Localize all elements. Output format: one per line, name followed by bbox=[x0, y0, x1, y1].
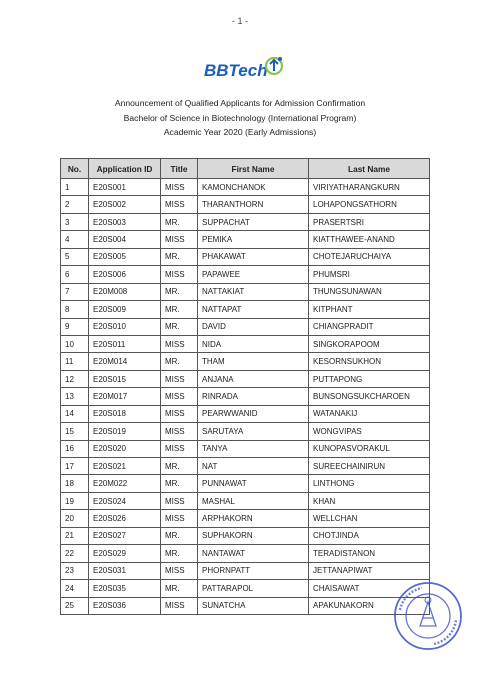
cell-first-name: SUPPACHAT bbox=[198, 213, 309, 230]
page-number: - 1 - bbox=[231, 16, 248, 26]
cell-no: 15 bbox=[61, 423, 89, 440]
cell-title: MR. bbox=[161, 248, 198, 265]
cell-title: MISS bbox=[161, 266, 198, 283]
cell-last-name: PHUMSRI bbox=[309, 266, 430, 283]
cell-no: 23 bbox=[61, 562, 89, 579]
table-row bbox=[61, 266, 430, 283]
cell-no: 2 bbox=[61, 196, 89, 213]
cell-title: MISS bbox=[161, 440, 198, 457]
cell-application-id: E20S036 bbox=[89, 597, 161, 614]
table-row bbox=[61, 318, 430, 335]
cell-first-name: RINRADA bbox=[198, 388, 309, 405]
cell-first-name: PEMIKA bbox=[198, 231, 309, 248]
cell-title: MR. bbox=[161, 475, 198, 492]
cell-application-id: E20M017 bbox=[89, 388, 161, 405]
table-row bbox=[61, 405, 430, 422]
table-body bbox=[61, 179, 430, 615]
cell-last-name: BUNSONGSUKCHAROEN bbox=[309, 388, 430, 405]
cell-last-name: TERADISTANON bbox=[309, 545, 430, 562]
cell-first-name: MASHAL bbox=[198, 492, 309, 509]
cell-first-name: PHAKAWAT bbox=[198, 248, 309, 265]
cell-first-name: THARANTHORN bbox=[198, 196, 309, 213]
table-row bbox=[61, 388, 430, 405]
cell-application-id: E20S009 bbox=[89, 301, 161, 318]
header-application-id: Application ID bbox=[89, 159, 161, 179]
cell-no: 6 bbox=[61, 266, 89, 283]
table-row bbox=[61, 492, 430, 509]
announcement-heading bbox=[0, 96, 480, 140]
cell-application-id: E20S027 bbox=[89, 527, 161, 544]
cell-application-id: E20S021 bbox=[89, 458, 161, 475]
cell-no: 18 bbox=[61, 475, 89, 492]
cell-no: 11 bbox=[61, 353, 89, 370]
cell-first-name: PATTARAPOL bbox=[198, 580, 309, 597]
cell-no: 16 bbox=[61, 440, 89, 457]
cell-title: MISS bbox=[161, 562, 198, 579]
applicants-table bbox=[60, 158, 430, 615]
table-row bbox=[61, 510, 430, 527]
cell-no: 17 bbox=[61, 458, 89, 475]
cell-title: MISS bbox=[161, 370, 198, 387]
cell-application-id: E20S001 bbox=[89, 179, 161, 196]
cell-first-name: NATTAPAT bbox=[198, 301, 309, 318]
cell-title: MISS bbox=[161, 510, 198, 527]
cell-first-name: NIDA bbox=[198, 335, 309, 352]
cell-title: MISS bbox=[161, 492, 198, 509]
table-row bbox=[61, 248, 430, 265]
cell-no: 4 bbox=[61, 231, 89, 248]
table-header-row bbox=[61, 159, 430, 179]
table-row bbox=[61, 562, 430, 579]
cell-title: MISS bbox=[161, 597, 198, 614]
cell-title: MR. bbox=[161, 213, 198, 230]
cell-no: 1 bbox=[61, 179, 89, 196]
cell-application-id: E20S026 bbox=[89, 510, 161, 527]
bbtech-logo bbox=[202, 54, 292, 84]
cell-last-name: KESORNSUKHON bbox=[309, 353, 430, 370]
cell-first-name: PUNNAWAT bbox=[198, 475, 309, 492]
cell-application-id: E20S006 bbox=[89, 266, 161, 283]
cell-application-id: E20S002 bbox=[89, 196, 161, 213]
cell-no: 5 bbox=[61, 248, 89, 265]
cell-first-name: KAMONCHANOK bbox=[198, 179, 309, 196]
table-row bbox=[61, 440, 430, 457]
cell-no: 25 bbox=[61, 597, 89, 614]
heading-line-1: Announcement of Qualified Applicants for Admission Confirmation bbox=[114, 98, 366, 108]
cell-application-id: E20S010 bbox=[89, 318, 161, 335]
cell-last-name: KUNOPASVORAKUL bbox=[309, 440, 430, 457]
cell-application-id: E20S029 bbox=[89, 545, 161, 562]
cell-no: 3 bbox=[61, 213, 89, 230]
cell-no: 7 bbox=[61, 283, 89, 300]
cell-title: MR. bbox=[161, 545, 198, 562]
cell-application-id: E20M008 bbox=[89, 283, 161, 300]
cell-first-name: DAVID bbox=[198, 318, 309, 335]
cell-title: MISS bbox=[161, 179, 198, 196]
cell-last-name: CHOTJINDA bbox=[309, 527, 430, 544]
table-row bbox=[61, 458, 430, 475]
cell-last-name: PUTTAPONG bbox=[309, 370, 430, 387]
cell-first-name: SUPHAKORN bbox=[198, 527, 309, 544]
cell-first-name: PAPAWEE bbox=[198, 266, 309, 283]
cell-last-name: PRASERTSRI bbox=[309, 213, 430, 230]
cell-last-name: KIATTHAWEE-ANAND bbox=[309, 231, 430, 248]
cell-last-name: CHIANGPRADIT bbox=[309, 318, 430, 335]
cell-title: MR. bbox=[161, 580, 198, 597]
cell-title: MR. bbox=[161, 318, 198, 335]
header-title: Title bbox=[161, 159, 198, 179]
header-last-name: Last Name bbox=[309, 159, 430, 179]
cell-last-name: CHOTEJARUCHAIYA bbox=[309, 248, 430, 265]
cell-no: 9 bbox=[61, 318, 89, 335]
cell-application-id: E20S005 bbox=[89, 248, 161, 265]
cell-application-id: E20S003 bbox=[89, 213, 161, 230]
table-row bbox=[61, 475, 430, 492]
cell-first-name: SARUTAYA bbox=[198, 423, 309, 440]
cell-title: MISS bbox=[161, 335, 198, 352]
table-row bbox=[61, 196, 430, 213]
table-row bbox=[61, 179, 430, 196]
cell-first-name: PEARWWANID bbox=[198, 405, 309, 422]
cell-last-name: SINGKORAPOOM bbox=[309, 335, 430, 352]
cell-last-name: WATANAKIJ bbox=[309, 405, 430, 422]
table-row bbox=[61, 580, 430, 597]
cell-last-name: SUREECHAINIRUN bbox=[309, 458, 430, 475]
heading-line-3: Academic Year 2020 (Early Admissions) bbox=[163, 127, 317, 137]
cell-no: 22 bbox=[61, 545, 89, 562]
logo-text: BBTech bbox=[204, 61, 268, 80]
cell-last-name: THUNGSUNAWAN bbox=[309, 283, 430, 300]
cell-title: MISS bbox=[161, 231, 198, 248]
table-row bbox=[61, 597, 430, 614]
cell-application-id: E20S018 bbox=[89, 405, 161, 422]
cell-no: 12 bbox=[61, 370, 89, 387]
cell-last-name: LOHAPONGSATHORN bbox=[309, 196, 430, 213]
cell-title: MR. bbox=[161, 353, 198, 370]
table-row bbox=[61, 527, 430, 544]
cell-last-name: WELLCHAN bbox=[309, 510, 430, 527]
table-row bbox=[61, 231, 430, 248]
cell-application-id: E20S024 bbox=[89, 492, 161, 509]
cell-last-name: JETTANAPIWAT bbox=[309, 562, 430, 579]
cell-last-name: CHAISAWAT bbox=[309, 580, 430, 597]
table-row bbox=[61, 545, 430, 562]
cell-application-id: E20S004 bbox=[89, 231, 161, 248]
cell-first-name: ANJANA bbox=[198, 370, 309, 387]
cell-last-name: VIRIYATHARANGKURN bbox=[309, 179, 430, 196]
cell-title: MISS bbox=[161, 388, 198, 405]
cell-no: 13 bbox=[61, 388, 89, 405]
cell-title: MISS bbox=[161, 423, 198, 440]
header-first-name: First Name bbox=[198, 159, 309, 179]
table-row bbox=[61, 423, 430, 440]
cell-no: 14 bbox=[61, 405, 89, 422]
cell-first-name: NAT bbox=[198, 458, 309, 475]
cell-title: MISS bbox=[161, 405, 198, 422]
cell-title: MR. bbox=[161, 283, 198, 300]
cell-first-name: NATTAKIAT bbox=[198, 283, 309, 300]
cell-title: MISS bbox=[161, 196, 198, 213]
cell-title: MR. bbox=[161, 458, 198, 475]
table-row bbox=[61, 213, 430, 230]
cell-last-name: KHAN bbox=[309, 492, 430, 509]
cell-application-id: E20M022 bbox=[89, 475, 161, 492]
cell-no: 8 bbox=[61, 301, 89, 318]
table-row bbox=[61, 283, 430, 300]
cell-last-name: APAKUNAKORN bbox=[309, 597, 430, 614]
cell-application-id: E20S015 bbox=[89, 370, 161, 387]
cell-first-name: ARPHAKORN bbox=[198, 510, 309, 527]
heading-line-2: Bachelor of Science in Biotechnology (International Program) bbox=[123, 112, 357, 123]
cell-first-name: NANTAWAT bbox=[198, 545, 309, 562]
cell-no: 21 bbox=[61, 527, 89, 544]
table-row bbox=[61, 370, 430, 387]
table-row bbox=[61, 335, 430, 352]
cell-no: 20 bbox=[61, 510, 89, 527]
table-row bbox=[61, 353, 430, 370]
cell-first-name: SUNATCHA bbox=[198, 597, 309, 614]
cell-application-id: E20S020 bbox=[89, 440, 161, 457]
cell-no: 10 bbox=[61, 335, 89, 352]
table-row bbox=[61, 301, 430, 318]
cell-application-id: E20S011 bbox=[89, 335, 161, 352]
cell-first-name: THAM bbox=[198, 353, 309, 370]
cell-last-name: LINTHONG bbox=[309, 475, 430, 492]
cell-last-name: WONGVIPAS bbox=[309, 423, 430, 440]
cell-no: 24 bbox=[61, 580, 89, 597]
cell-application-id: E20S019 bbox=[89, 423, 161, 440]
cell-application-id: E20S035 bbox=[89, 580, 161, 597]
cell-title: MR. bbox=[161, 301, 198, 318]
official-seal-stamp bbox=[392, 580, 464, 652]
cell-application-id: E20S031 bbox=[89, 562, 161, 579]
logo-emblem bbox=[266, 57, 282, 74]
cell-last-name: KITPHANT bbox=[309, 301, 430, 318]
cell-no: 19 bbox=[61, 492, 89, 509]
header-no: No. bbox=[61, 159, 89, 179]
cell-first-name: PHORNPATT bbox=[198, 562, 309, 579]
cell-application-id: E20M014 bbox=[89, 353, 161, 370]
cell-first-name: TANYA bbox=[198, 440, 309, 457]
cell-title: MR. bbox=[161, 527, 198, 544]
